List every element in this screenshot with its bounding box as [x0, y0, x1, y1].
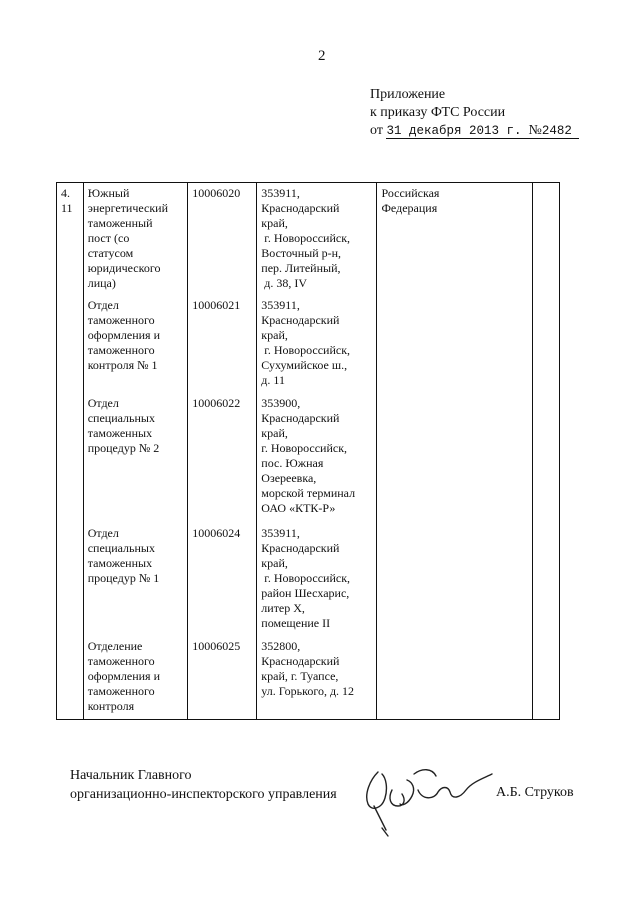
address-line: ОАО «КТК-Р» [261, 501, 336, 515]
address-line: район Шесхарис, [261, 586, 350, 600]
country-cell [377, 183, 533, 299]
post-address-cell [257, 298, 377, 396]
address-line: морской терминал [261, 486, 356, 500]
annex-order-ref: к приказу ФТС России [370, 105, 506, 120]
post-name-line: таможенный [87, 216, 153, 230]
address-line: ул. Горького, д. 12 [261, 684, 355, 698]
empty-cell [533, 298, 560, 396]
address-line: Озереевка, [261, 471, 317, 485]
address-line: пос. Южная [261, 456, 324, 470]
empty-cell [533, 183, 560, 299]
country-line: Федерация [381, 201, 438, 215]
address-line: литер Х, [261, 601, 305, 615]
table-row [57, 639, 560, 720]
address-line: г. Новороссийск, [261, 343, 351, 357]
post-code: 10006022 [192, 396, 241, 410]
post-name-line: таможенных [87, 426, 153, 440]
annex-header [370, 86, 579, 140]
annex-title: Приложение [370, 87, 446, 102]
address-line: Краснодарский [261, 654, 340, 668]
row-number-cell [57, 526, 84, 639]
post-address-cell [257, 396, 377, 526]
address-line: край, [261, 328, 288, 342]
address-line: д. 11 [261, 373, 285, 387]
address-line: 353911, [261, 186, 300, 200]
address-line: 353911, [261, 298, 300, 312]
post-address-cell [257, 639, 377, 720]
post-name-line: оформления и [87, 328, 160, 342]
post-name-cell [83, 639, 188, 720]
post-name-line: процедур № 2 [87, 441, 160, 455]
address-line: Восточный р-н, [261, 246, 342, 260]
post-name-line: Отдел [87, 396, 119, 410]
country-cell [377, 298, 533, 396]
address-line: край, г. Туапсе, [261, 669, 339, 683]
post-code: 10006025 [192, 639, 241, 653]
address-line: Краснодарский [261, 541, 340, 555]
post-name-line: пост (со [87, 231, 130, 245]
annex-order-number: 2482 [541, 124, 572, 138]
post-name-line: Южный [87, 186, 130, 200]
post-name-cell [83, 526, 188, 639]
signer-title-line1: Начальник Главного [70, 768, 192, 783]
post-code-cell [188, 639, 257, 720]
signer-title-line2: организационно-инспекторского управления [70, 787, 337, 802]
table-row [57, 298, 560, 396]
post-name-cell [83, 298, 188, 396]
address-line: край, [261, 426, 288, 440]
empty-cell [533, 639, 560, 720]
country-cell [377, 396, 533, 526]
post-code: 10006020 [192, 186, 241, 200]
post-name-line: специальных [87, 411, 155, 425]
post-name-line: таможенного [87, 654, 155, 668]
post-code: 10006021 [192, 298, 241, 312]
table-row [57, 183, 560, 299]
row-number-cell [57, 396, 84, 526]
row-number-cell [57, 298, 84, 396]
customs-posts-table [56, 182, 560, 720]
annex-date: 31 декабря 2013 г. [386, 124, 522, 138]
row-number: 4. 11 [61, 186, 73, 215]
post-address-cell [257, 526, 377, 639]
post-name-line: оформления и [87, 669, 160, 683]
address-line: Краснодарский [261, 411, 340, 425]
address-line: край, [261, 556, 288, 570]
page-number: 2 [318, 48, 326, 64]
post-name-line: специальных [87, 541, 155, 555]
country-cell [377, 639, 533, 720]
table-row [57, 526, 560, 639]
address-line: д. 38, IV [261, 276, 308, 290]
address-line: 353900, [261, 396, 301, 410]
post-name-line: таможенного [87, 684, 155, 698]
post-code-cell [188, 298, 257, 396]
post-code: 10006024 [192, 526, 241, 540]
row-number-cell [57, 639, 84, 720]
post-name-cell [83, 396, 188, 526]
post-name-line: энергетический [87, 201, 169, 215]
address-line: 353911, [261, 526, 300, 540]
post-code-cell [188, 526, 257, 639]
address-line: помещение II [261, 616, 331, 630]
post-name-line: таможенных [87, 556, 153, 570]
handwritten-signature [352, 760, 502, 840]
address-line: Сухумийское ш., [261, 358, 348, 372]
address-line: г. Новороссийск, [261, 231, 351, 245]
address-line: 352800, [261, 639, 301, 653]
annex-from-label: от [370, 123, 383, 138]
annex-no-label: № [528, 123, 542, 138]
post-name-line: таможенного [87, 343, 155, 357]
row-number-cell [57, 183, 84, 299]
address-line: г. Новороссийск, [261, 571, 351, 585]
post-name-line: Отдел [87, 526, 119, 540]
post-name-line: таможенного [87, 313, 155, 327]
table-row [57, 396, 560, 526]
annex-date-line [370, 122, 579, 140]
address-line: Краснодарский [261, 201, 340, 215]
empty-cell [533, 526, 560, 639]
country-line: Российская [381, 186, 440, 200]
post-name-line: контроля № 1 [87, 358, 158, 372]
address-line: пер. Литейный, [261, 261, 341, 275]
empty-cell [533, 396, 560, 526]
post-name-line: Отдел [87, 298, 119, 312]
post-name-line: лица) [87, 276, 116, 290]
country-cell [377, 526, 533, 639]
post-name-line: Отделение [87, 639, 143, 653]
address-line: край, [261, 216, 288, 230]
post-code-cell [188, 183, 257, 299]
signer-name: А.Б. Струков [496, 785, 574, 800]
signature-block [70, 766, 337, 804]
address-line: г. Новороссийск, [261, 441, 348, 455]
post-name-line: юридического [87, 261, 161, 275]
post-name-line: процедур № 1 [87, 571, 160, 585]
post-address-cell [257, 183, 377, 299]
address-line: Краснодарский [261, 313, 340, 327]
post-name-cell [83, 183, 188, 299]
post-code-cell [188, 396, 257, 526]
post-name-line: статусом [87, 246, 134, 260]
post-name-line: контроля [87, 699, 135, 713]
